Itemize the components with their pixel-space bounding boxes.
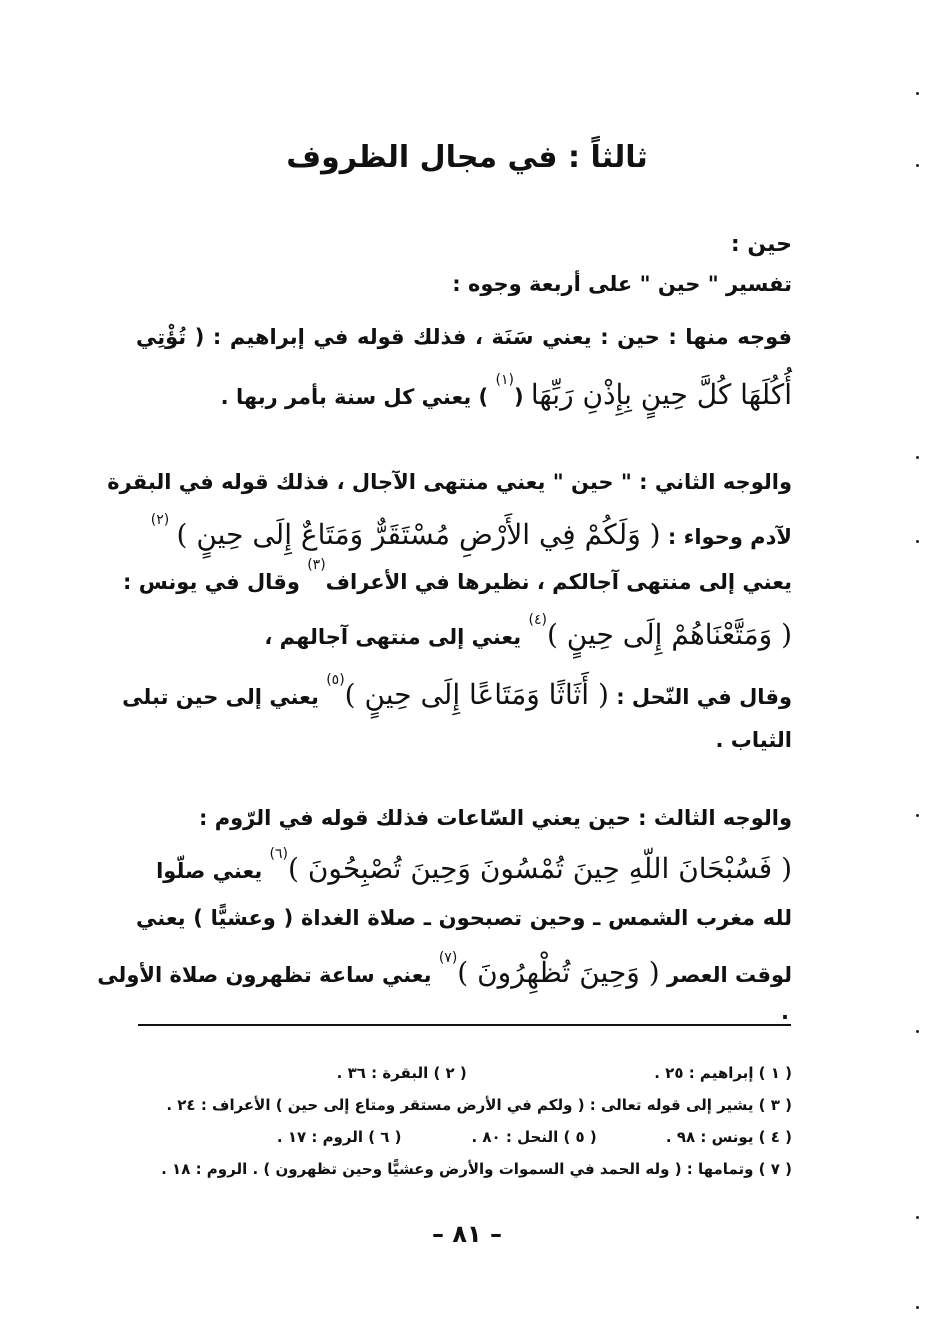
para2-line5 [122, 672, 792, 711]
quran-quote: ( وَلَكُمْ فِي الأَرْضِ مُسْتَقَرٌّ وَمَتَاعٌ إِلَى حِينٍ ) [176, 518, 661, 551]
para1-line2-rest: ) يعني كل سنة بأمر ربها . [220, 385, 489, 409]
para1-line1: فوجه منها : حين : يعني سَنَة ، فذلك قوله في إبراهيم : ( تُؤْتِي [136, 325, 792, 349]
quran-quote: ( أَثَاثًا وَمَتَاعًا إِلَى حِينٍ ) [344, 678, 609, 711]
quran-quote: أُكُلَهَا كُلَّ حِينٍ بِإِذْنِ رَبِّهَا [530, 378, 792, 411]
footnote-row-1 [160, 1064, 792, 1082]
footnote-6: ( ٦ ) الروم : ١٧ . [276, 1128, 402, 1146]
footnote-ref: (٦) [269, 846, 288, 862]
para3-line2 [136, 846, 792, 885]
para3-line4-rest: يعني ساعة تظهرون صلاة الأولى [97, 963, 432, 987]
quran-quote: ( فَسُبْحَانَ اللّهِ حِينَ تُمْسُونَ وَحِينَ تُصْبِحُونَ ) [288, 852, 792, 885]
section-title: ثالثاً : في مجال الظروف [286, 140, 648, 175]
intro-line: تفسير " حين " على أربعة وجوه : [452, 272, 792, 296]
footnote-ref: (٣) [307, 557, 326, 573]
scan-speck [916, 1306, 919, 1309]
para2-line3 [123, 557, 792, 594]
para2-line2-pre: لآدم وحواء : [667, 525, 792, 549]
para2-line3-pre: يعني إلى منتهى آجالكم ، نظيرها في الأعراف [325, 570, 792, 594]
footnote-2: ( ٢ ) البقرة : ٣٦ . [336, 1064, 467, 1082]
para3-line2-rest: يعني صلّوا [156, 859, 263, 883]
footnote-ref: (٥) [326, 672, 345, 688]
footnote-5: ( ٥ ) النحل : ٨٠ . [471, 1128, 597, 1146]
para3-line4 [97, 950, 792, 989]
footnote-3: ( ٣ ) يشير إلى قوله تعالى : ( ولكم في الأرض مستقر ومتاع إلى حين ) الأعراف : ٢٤ . [166, 1096, 792, 1114]
para2-line1: والوجه الثاني : " حين " يعني منتهى الآجال ، فذلك قوله في البقرة [107, 470, 792, 494]
para2-line4 [136, 612, 792, 651]
para2-line2 [136, 512, 792, 551]
para2-line6: الثياب . [715, 728, 792, 752]
quran-quote: ( وَمَتَّعْنَاهُمْ إِلَى حِينٍ ) [546, 618, 792, 651]
footnote-4: ( ٤ ) يونس : ٩٨ . [665, 1128, 792, 1146]
footnote-ref: ($^{(١)}$ [495, 372, 524, 409]
para2-line4-rest: يعني إلى منتهى آجالهم ، [264, 625, 522, 649]
scan-speck [916, 92, 919, 95]
para2-line3-rest: وقال في يونس : [123, 570, 300, 594]
footnote-ref: (٧) [438, 950, 458, 966]
page-number: – ٨١ – [431, 1220, 502, 1248]
scan-speck [916, 814, 919, 817]
para3-line1: والوجه الثالث : حين يعني السّاعات فذلك قوله في الرّوم : [198, 806, 792, 830]
para3-line5: . [781, 1000, 789, 1024]
scan-speck [916, 1030, 919, 1033]
scan-speck [916, 540, 919, 543]
footnote-ref: (٤) [528, 612, 547, 628]
footnote-row-3 [160, 1128, 792, 1146]
footnote-7: ( ٧ ) وتمامها : ( وله الحمد في السموات والأرض وعشيًّا وحين تظهرون ) . الروم : ١٨ . [161, 1160, 792, 1178]
footnote-divider [138, 1024, 791, 1026]
scan-speck [916, 164, 919, 167]
para2-line5-rest: يعني إلى حين تبلى [122, 685, 319, 709]
footnote-ref: (٢) [150, 512, 170, 528]
entry-heading: حين : [730, 232, 792, 257]
para2-line5-pre: وقال في النّحل : [616, 685, 792, 709]
quran-quote: ( وَحِينَ تُظْهِرُونَ ) [457, 956, 660, 989]
para1-line2 [136, 372, 792, 411]
para3-line4-pre: لوقت العصر [666, 963, 792, 987]
para3-line3: لله مغرب الشمس ـ وحين تصبحون ـ صلاة الغداة ( وعشيًّا ) يعني [136, 906, 792, 930]
scan-speck [916, 456, 919, 459]
footnote-1: ( ١ ) إبراهيم : ٢٥ . [654, 1064, 792, 1082]
scan-speck [916, 1216, 919, 1219]
